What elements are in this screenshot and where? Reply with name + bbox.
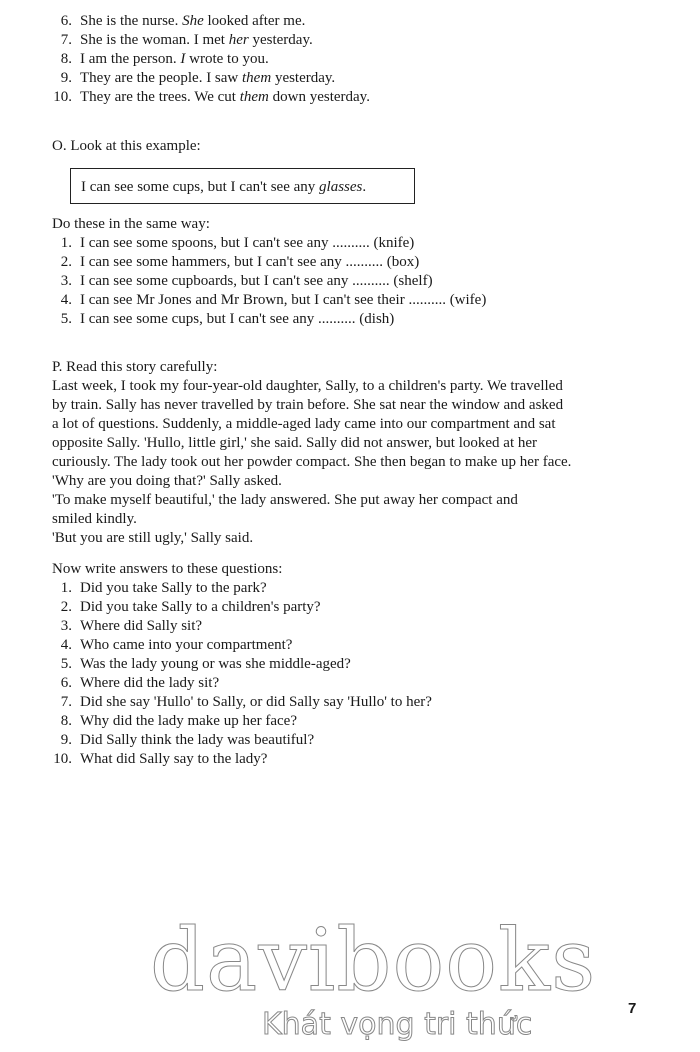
list-item xyxy=(52,598,652,617)
section-o-heading xyxy=(52,137,652,156)
item-text: I can see some cups, but I can't see any .......... (dish) xyxy=(80,311,395,327)
item-text: I can see some hammers, but I can't see any .......... (box) xyxy=(80,254,420,270)
item-number: 10. xyxy=(53,751,72,767)
item-number: 7. xyxy=(60,694,72,710)
list-item xyxy=(52,636,652,655)
story-line: 'But you are still ugly,' Sally said. xyxy=(52,530,254,546)
item-text: They are the people. I saw xyxy=(80,70,243,86)
item-text: I can see Mr Jones and Mr Brown, but I can't see their .......... (wife) xyxy=(80,292,487,308)
story-line: a lot of questions. Suddenly, a middle-aged lady came into our compartment and sat xyxy=(52,416,556,432)
item-text: Who came into your compartment? xyxy=(80,637,293,653)
item-number: 10. xyxy=(53,89,72,105)
item-text: Did you take Sally to the park? xyxy=(80,580,267,596)
item-text-end: yesterday. xyxy=(248,32,313,48)
list-item xyxy=(52,693,652,712)
item-text: Did Sally think the lady was beautiful? xyxy=(80,732,315,748)
list-item xyxy=(52,69,652,88)
item-text-end: looked after me. xyxy=(203,13,306,29)
item-emphasis: them xyxy=(242,70,272,86)
questions-heading: Now write answers to these questions: xyxy=(52,561,283,577)
story xyxy=(52,377,652,548)
list-item xyxy=(52,579,652,598)
heading: P. Read this story carefully: xyxy=(52,359,218,375)
item-text: They are the trees. We cut xyxy=(80,89,240,105)
item-number: 3. xyxy=(60,273,72,289)
item-emphasis: them xyxy=(239,89,269,105)
item-text: Did she say 'Hullo' to Sally, or did Sally say 'Hullo' to her? xyxy=(80,694,432,710)
list-item xyxy=(52,31,652,50)
list-item xyxy=(52,310,652,329)
item-text-end: yesterday. xyxy=(271,70,336,86)
item-text: I can see some spoons, but I can't see any .......... (knife) xyxy=(80,235,415,251)
item-number: 8. xyxy=(60,713,72,729)
item-emphasis: I xyxy=(180,51,186,67)
item-text: She is the woman. I met xyxy=(80,32,229,48)
item-emphasis: her xyxy=(228,32,249,48)
example-text: I can see some cups, but I can't see any xyxy=(81,179,320,195)
page-number: 7 xyxy=(628,1000,637,1017)
item-text: Was the lady young or was she middle-aged? xyxy=(80,656,351,672)
story-line: curiously. The lady took out her powder compact. She then began to make up her face. xyxy=(52,454,572,470)
item-text: Why did the lady make up her face? xyxy=(80,713,297,729)
item-text-end: down yesterday. xyxy=(268,89,370,105)
story-line: opposite Sally. 'Hullo, little girl,' she said. Sally did not answer, but looked at her xyxy=(52,435,538,451)
item-text: Where did the lady sit? xyxy=(80,675,220,691)
story-line: Last week, I took my four-year-old daughter, Sally, to a children's party. We travelled xyxy=(52,378,563,394)
story-line: 'To make myself beautiful,' the lady answered. She put away her compact and xyxy=(52,492,518,508)
heading: O. Look at this example: xyxy=(52,138,201,154)
list-item xyxy=(52,253,652,272)
item-text: I can see some cupboards, but I can't see any .......... (shelf) xyxy=(80,273,433,289)
item-number: 7. xyxy=(60,32,72,48)
list-item xyxy=(52,750,652,769)
item-text: Where did Sally sit? xyxy=(80,618,203,634)
item-text: She is the nurse. xyxy=(80,13,183,29)
example-box xyxy=(70,168,415,204)
instruction: Do these in the same way: xyxy=(52,216,210,232)
item-number: 5. xyxy=(60,656,72,672)
list-item xyxy=(52,272,652,291)
list-item xyxy=(52,50,652,69)
item-number: 9. xyxy=(60,732,72,748)
item-number: 3. xyxy=(60,618,72,634)
list-item xyxy=(52,674,652,693)
story-line: smiled kindly. xyxy=(52,511,137,527)
item-number: 4. xyxy=(60,292,72,308)
item-number: 1. xyxy=(60,235,72,251)
example-end: . xyxy=(362,179,367,195)
watermark-tagline: Khát vọng tri thức xyxy=(262,1007,533,1042)
watermark-logo: davibooks xyxy=(150,911,597,1011)
list-item xyxy=(52,731,652,750)
list-item xyxy=(52,88,652,107)
item-emphasis: She xyxy=(182,13,204,29)
question-list xyxy=(52,579,652,769)
section-o-exercise xyxy=(52,215,652,329)
list-item xyxy=(52,655,652,674)
item-number: 5. xyxy=(60,311,72,327)
item-number: 8. xyxy=(60,51,72,67)
list-item xyxy=(52,234,652,253)
item-number: 9. xyxy=(60,70,72,86)
questions xyxy=(52,560,652,769)
item-number: 2. xyxy=(60,599,72,615)
list-item xyxy=(52,712,652,731)
item-number: 4. xyxy=(60,637,72,653)
list-item xyxy=(52,617,652,636)
item-number: 1. xyxy=(60,580,72,596)
item-text-end: wrote to you. xyxy=(185,51,269,67)
exercise-list xyxy=(52,234,652,329)
story-line: 'Why are you doing that?' Sally asked. xyxy=(52,473,282,489)
list-item xyxy=(52,12,652,31)
story-line: by train. Sally has never travelled by train before. She sat near the window and asked xyxy=(52,397,564,413)
item-number: 6. xyxy=(60,675,72,691)
section-n-list xyxy=(52,12,652,107)
item-number: 2. xyxy=(60,254,72,270)
item-number: 6. xyxy=(60,13,72,29)
section-p xyxy=(52,358,652,548)
item-text: What did Sally say to the lady? xyxy=(80,751,268,767)
item-text: Did you take Sally to a children's party? xyxy=(80,599,321,615)
example-emphasis: glasses xyxy=(319,179,363,195)
list-item xyxy=(52,291,652,310)
item-text: I am the person. xyxy=(80,51,181,67)
